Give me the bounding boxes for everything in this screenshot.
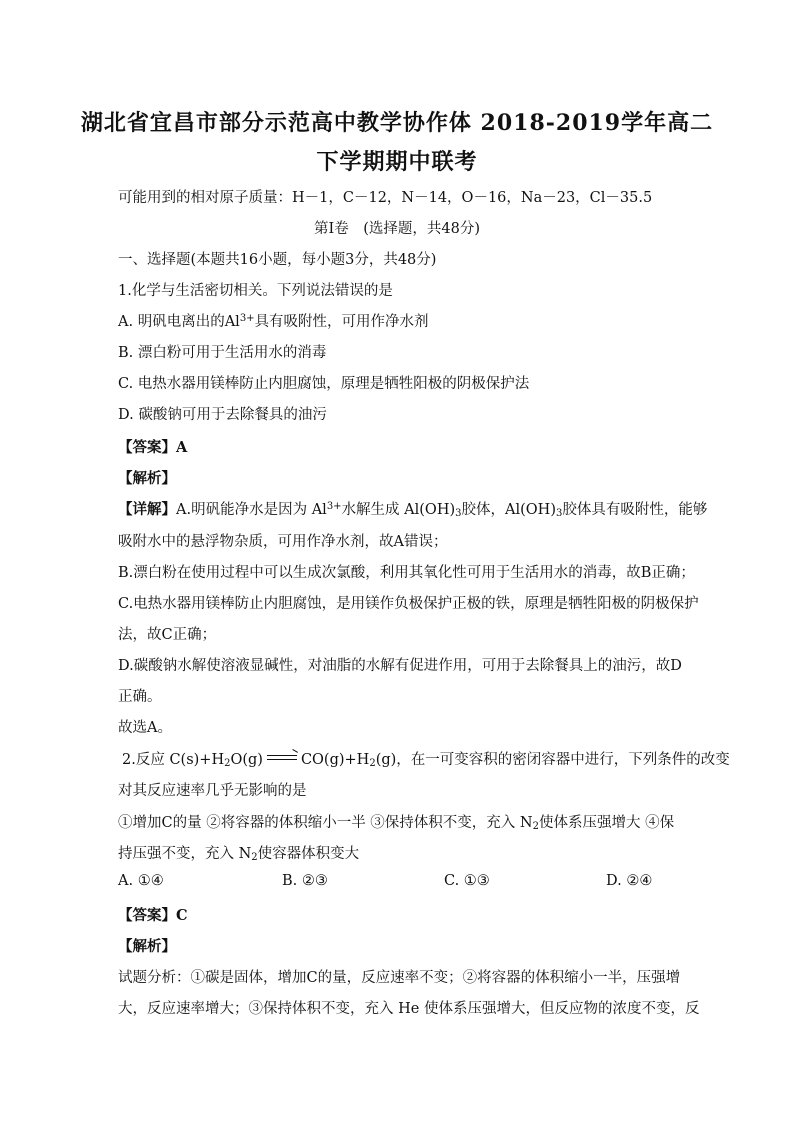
document-title-line2: 下学期期中联考 [316, 149, 478, 175]
part-title: 第Ⅰ卷 (选择题，共48分) [314, 221, 480, 237]
question-1-option-b: B. 漂白粉可用于生活用水的消毒 [118, 345, 327, 361]
section-title: 一、选择题(本题共16小题，每小题3分，共48分) [118, 252, 437, 268]
question-1-detail-4: C.电热水器用镁棒防止内胆腐蚀，是用镁作负极保护正极的铁，原理是牺牲阳极的阴极保护 [118, 596, 699, 612]
question-2-answer: 【答案】C [118, 907, 188, 924]
question-2-analysis-2: 大，反应速率增大；③保持体积不变，充入 He 使体系压强增大，但反应物的浓度不变，反 [118, 1001, 700, 1017]
atomic-masses: 可能用到的相对原子质量：H－1，C－12，N－14，O－16，Na－23，Cl－35.5 [118, 190, 653, 206]
question-2-conditions-1: ①增加C的量 ②将容器的体积缩小一半 ③保持体积不变，充入 $N_2$使体系压强增大 ④保 [118, 815, 675, 832]
question-1-detail-2: 吸附水中的悬浮物杂质，可用作净水剂，故A错误； [118, 534, 448, 550]
question-2-stem-2: 对其反应速率几乎无影响的是 [118, 783, 307, 799]
question-1-detail-7: 正确。 [118, 689, 162, 705]
question-2-option-a: A. ①④ [118, 873, 164, 889]
detail-label: 【详解】 [118, 501, 176, 518]
question-1-conclusion: 故选A。 [118, 720, 172, 736]
question-2-option-b: B. ②③ [282, 873, 328, 889]
question-1-detail-3: B.漂白粉在使用过程中可以生成次氯酸，利用其氧化性可用于生活用水的消毒，故B正确； [118, 565, 695, 581]
question-1-option-d: D. 碳酸钠可用于去除餐具的油污 [118, 407, 327, 423]
document-title-line1: 湖北省宜昌市部分示范高中教学协作体 2018-2019学年高二 [80, 110, 714, 136]
reversible-arrow-icon [265, 753, 299, 763]
question-2-option-c: C. ①③ [444, 873, 490, 889]
question-2-analysis-label: 【解析】 [118, 938, 176, 955]
question-1-detail-6: D.碳酸钠水解使溶液显碱性，对油脂的水解有促进作用，可用于去除餐具上的油污，故D [118, 658, 682, 674]
question-1-analysis-label: 【解析】 [118, 470, 176, 487]
question-1-answer: 【答案】A [118, 439, 188, 456]
question-1-stem: 1.化学与生活密切相关。下列说法错误的是 [118, 283, 393, 299]
question-2-option-d: D. ②④ [606, 873, 653, 889]
question-2-stem: 2.反应 $C(s)+H_2O(g)$ $CO(g)+H_2(g)$，在一可变容积的密闭容器中进行，下列条件的改变 [122, 748, 682, 769]
question-1-option-c: C. 电热水器用镁棒防止内胆腐蚀，原理是牺牲阳极的阴极保护法 [118, 376, 530, 392]
question-2-analysis-1: 试题分析：①碳是固体，增加C的量，反应速率不变；②将容器的体积缩小一半，压强增 [118, 970, 681, 986]
question-2-conditions-2: 持压强不变，充入 $N_2$使容器体积变大 [118, 846, 360, 863]
question-1-option-a: A. 明矾电离出的$Al^{3+}$具有吸附性，可用作净水剂 [118, 313, 429, 330]
question-1-detail-5: 法，故C正确； [118, 627, 217, 643]
question-1-detail-1: 【详解】A.明矾能净水是因为 $Al^{3+}$水解生成 $Al(OH)_3$胶体，$Al(OH)_3$胶体具有吸附性，能够 [118, 501, 708, 519]
